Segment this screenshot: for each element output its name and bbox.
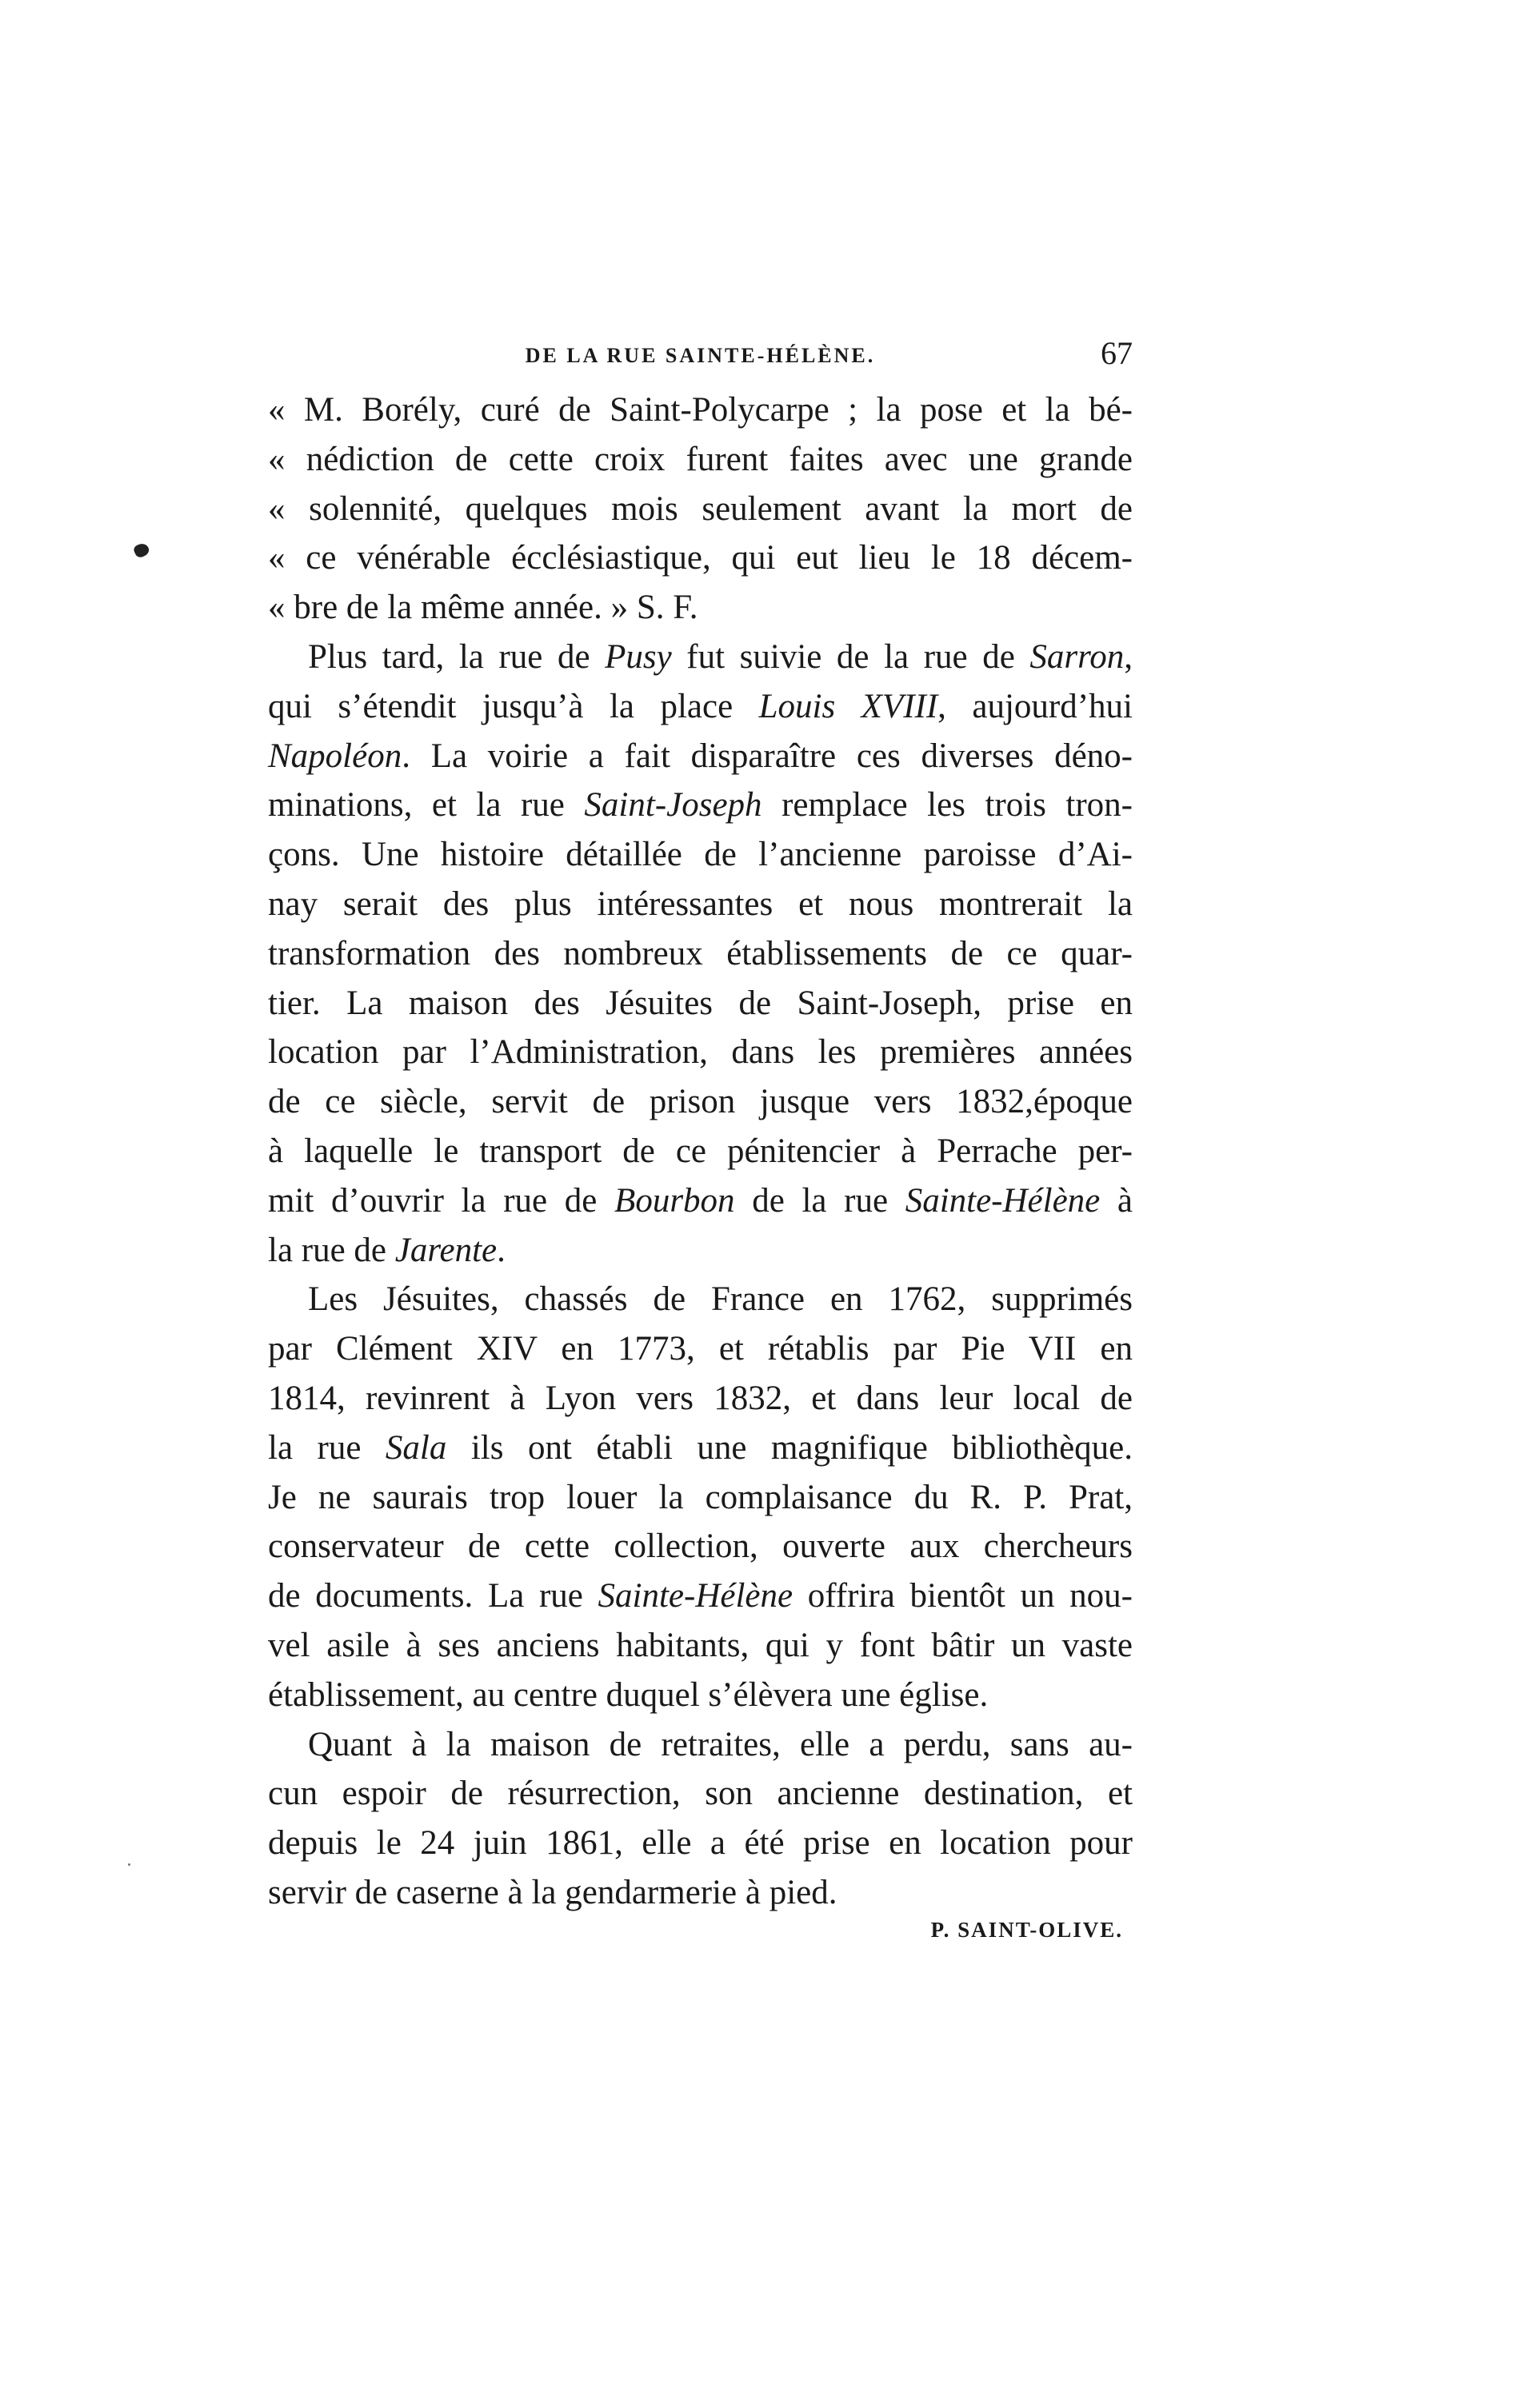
text-segment: de documents. La rue (268, 1577, 598, 1615)
italic-text: Napoléon (268, 737, 402, 775)
italic-text: Saint-Joseph (584, 786, 762, 825)
italic-text: Sarron (1029, 638, 1125, 676)
text-segment: . (497, 1231, 506, 1269)
text-segment: à laquelle le transport de ce pénitencier à Perrache per- (268, 1132, 1133, 1170)
text-line (308, 1280, 1133, 1320)
text-segment: la rue (268, 1428, 386, 1467)
text-segment: qui s’étendit jusqu’à la place (268, 687, 759, 725)
text-segment: « M. Borély, curé de Saint-Polycarpe ; la pose et la bé- (268, 391, 1133, 429)
text-line (268, 1774, 1133, 1814)
text-line (268, 489, 1133, 529)
text-segment: établissement, au centre duquel s’élèvera une église. (268, 1675, 989, 1714)
text-line (268, 1428, 1133, 1468)
text-line (268, 1873, 1133, 1913)
text-segment: de ce siècle, servit de prison jusque vers 1832,époque (268, 1083, 1133, 1121)
text-segment: . La voirie a fait disparaître ces diverses déno- (402, 737, 1133, 775)
text-line (308, 637, 1133, 677)
page-number: 67 (1101, 335, 1133, 371)
text-segment: servir de caserne à la gendarmerie à pied. (268, 1874, 837, 1911)
text-line (268, 1576, 1133, 1616)
text-line (268, 390, 1133, 430)
text-segment: 1814, revinrent à Lyon vers 1832, et dans leur local de (268, 1380, 1133, 1417)
text-segment: « bre de la même année. » S. F. (268, 589, 698, 627)
text-line (268, 835, 1133, 875)
text-segment: minations, et la rue (268, 786, 585, 825)
text-segment: Je ne saurais trop louer la complaisance du R. P. Prat, (268, 1478, 1133, 1516)
text-segment: nay serait des plus intéressantes et nous montrerait la (268, 885, 1133, 923)
text-segment: la rue de (268, 1231, 395, 1269)
italic-text: Sala (385, 1428, 447, 1467)
text-segment: çons. Une histoire détaillée de l’ancienne paroisse d’Ai- (268, 836, 1133, 874)
text-segment: Plus tard, la rue de (308, 638, 606, 676)
text-segment: , (1124, 638, 1133, 676)
text-line (268, 1626, 1133, 1666)
italic-text: Sainte-Hélène (598, 1577, 793, 1615)
text-segment: « ce vénérable écclésiastique, qui eut lieu le 18 décem- (268, 539, 1133, 577)
page-header (268, 334, 1133, 374)
text-segment: Quant à la maison de retraites, elle a perdu, sans au- (308, 1725, 1133, 1763)
text-segment: conservateur de cette collection, ouverte aux chercheurs (268, 1527, 1133, 1566)
text-line (268, 1329, 1133, 1369)
text-line (268, 1231, 1133, 1271)
text-segment: transformation des nombreux établissements de ce quar- (268, 934, 1133, 972)
text-segment: cun espoir de résurrection, son ancienne destination, et (268, 1775, 1133, 1813)
text-segment: location par l’Administration, dans les premières années (268, 1033, 1133, 1072)
italic-text: Louis XVIII (758, 687, 938, 725)
text-segment: Les Jésuites, chassés de France en 1762, supprimés (308, 1280, 1133, 1319)
text-segment: fut suivie de la rue de (671, 638, 1030, 676)
text-segment: mit d’ouvrir la rue de (268, 1181, 615, 1220)
italic-text: Jarente (394, 1231, 498, 1269)
italic-text: Bourbon (614, 1181, 735, 1220)
text-segment: depuis le 24 juin 1861, elle a été prise en location pour (268, 1824, 1133, 1863)
text-line (268, 1527, 1133, 1567)
text-line (268, 1181, 1133, 1221)
text-segment: de la rue (734, 1181, 905, 1220)
text-line (268, 440, 1133, 480)
text-line (268, 984, 1133, 1024)
text-line (268, 538, 1133, 578)
running-title: DE LA RUE SAINTE-HÉLÈNE. (525, 344, 876, 367)
text-segment: « solennité, quelques mois seulement avant la mort de (268, 489, 1133, 528)
text-line (268, 785, 1133, 825)
text-segment: par Clément XIV en 1773, et rétablis par Pie VII en (268, 1330, 1133, 1368)
author-signature: P. SAINT-OLIVE. (930, 1918, 1123, 1942)
text-segment: tier. La maison des Jésuites de Saint-Joseph, prise en (268, 984, 1133, 1022)
italic-text: Sainte-Hélène (905, 1181, 1101, 1220)
text-line (268, 1032, 1133, 1072)
text-line (268, 1082, 1133, 1122)
text-segment: remplace les trois tron- (762, 786, 1133, 825)
text-line (268, 687, 1133, 727)
text-segment: ils ont établi une magnifique bibliothèque. (446, 1428, 1133, 1467)
text-line (268, 934, 1133, 974)
text-segment: « nédiction de cette croix furent faites avec une grande (268, 440, 1133, 478)
text-line (268, 1132, 1133, 1172)
italic-text: Pusy (605, 638, 672, 676)
text-line (308, 1725, 1133, 1765)
text-line (268, 588, 1133, 628)
text-line (268, 1478, 1133, 1518)
text-line (268, 885, 1133, 924)
text-line (268, 1823, 1133, 1863)
text-line (268, 1675, 1133, 1715)
text-segment: à (1100, 1181, 1133, 1220)
text-line (268, 737, 1133, 777)
ink-blot (132, 541, 150, 559)
text-segment: offrira bientôt un nou- (793, 1577, 1133, 1615)
text-segment: , aujourd’hui (937, 687, 1133, 725)
text-line (268, 1379, 1133, 1419)
speck (128, 1863, 130, 1866)
text-segment: vel asile à ses anciens habitants, qui y font bâtir un vaste (268, 1627, 1133, 1664)
